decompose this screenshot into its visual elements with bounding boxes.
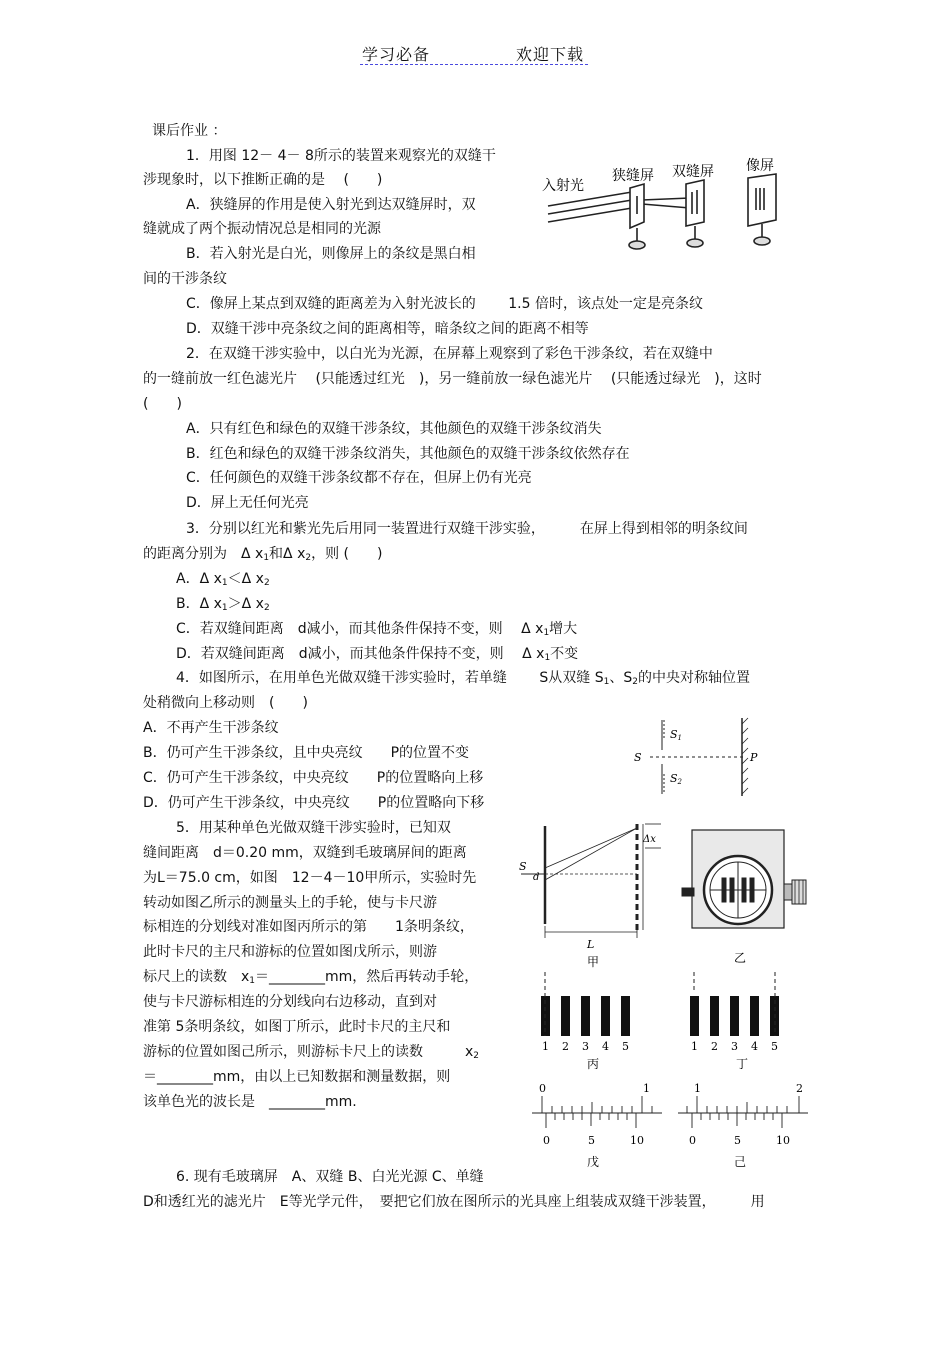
q5-ding-num-3: 3 [731, 1040, 738, 1053]
q5-ding-num-4: 4 [751, 1040, 758, 1053]
q1-option-a-line1: A．狭缝屏的作用是使入射光到达双缝屏时，双 [186, 197, 476, 213]
q5-bing-num-4: 4 [602, 1040, 609, 1053]
q5-bing-num-2: 2 [562, 1040, 569, 1053]
q4-label-s1: S1 [670, 728, 683, 742]
q1-label-incident: 入射光 [542, 178, 584, 194]
q5-bing-num-5: 5 [622, 1040, 629, 1053]
q5-ji-main-2: 2 [796, 1082, 803, 1095]
homework-title: 课后作业 ： [152, 123, 227, 139]
q2-stem-line1: 2．在双缝干涉实验中，以白光为光源，在屏幕上观察到了彩色干涉条纹，若在双缝中 [186, 346, 713, 362]
q1-label-slit-screen: 狭缝屏 [612, 168, 654, 184]
q5-line7: 标尺上的读数 $x_1=\_\_\_\_\_\_\_\_mm$，然后再转动手轮， [143, 969, 479, 986]
header-right: 欢迎下载 [516, 45, 585, 64]
q1-option-b-line2: 间的干涉条纹 [143, 271, 227, 287]
q3-option-c: C．若双缝间距离 d减小，而其他条件保持不变，则 Δ $x_1$增大 [176, 621, 578, 638]
q6-line1: 6. 现有毛玻璃屏 A、双缝 B、白光光源 C、单缝 [176, 1169, 484, 1185]
q5-label-d: d [533, 872, 540, 883]
q3-stem-line2: 的距离分别为 Δ $x_1$和Δ $x_2$，则 ( ) [143, 546, 383, 563]
q2-option-a: A．只有红色和绿色的双缝干涉条纹，其他颜色的双缝干涉条纹消失 [186, 421, 602, 437]
q1-stem-line2: 涉现象时，以下推断正确的是 ( ) [143, 172, 383, 188]
q5-bing-num-3: 3 [582, 1040, 589, 1053]
q5-wu-main-1: 1 [643, 1082, 650, 1095]
q4-label-s: S [634, 751, 642, 764]
q4-option-a: A．不再产生干涉条纹 [143, 720, 279, 736]
q5-ji-main-1: 1 [694, 1082, 701, 1095]
q5-label-l: L [587, 938, 595, 951]
q5-wu-vernier-5: 5 [588, 1134, 595, 1147]
q1-option-d: D．双缝干涉中亮条纹之间的距离相等，暗条纹之间的距离不相等 [186, 321, 589, 337]
q5-caption-ji: 己 [734, 1155, 747, 1169]
q5-line5: 标相连的分划线对准如图丙所示的第 1条明条纹， [143, 919, 474, 935]
q1-label-image-screen: 像屏 [746, 158, 774, 174]
q4-figure-double-slit [630, 716, 770, 800]
q4-label-p: P [750, 751, 758, 764]
q5-wu-vernier-10: 10 [630, 1134, 644, 1147]
q5-caption-bing: 丙 [587, 1057, 600, 1071]
q1-stem-line1: 1．用图 12－ 4－ 8所示的装置来观察光的双缝干 [186, 148, 496, 164]
q3-option-b: B．Δ $x_1>\Delta$ $x_2$ [176, 596, 270, 613]
q4-option-d: D．仍可产生干涉条纹，中央亮纹 P的位置略向下移 [143, 795, 485, 811]
q2-option-b: B．红色和绿色的双缝干涉条纹消失，其他颜色的双缝干涉条纹依然存在 [186, 446, 630, 462]
q3-option-a: A．Δ $x_1<\Delta$ $x_2$ [176, 571, 270, 588]
q4-option-b: B．仍可产生干涉条纹，且中央亮纹 P的位置不变 [143, 745, 470, 761]
header-underline [360, 64, 588, 65]
q5-line10: 游标的位置如图己所示，则游标卡尺上的读数 $x_2$ [143, 1044, 480, 1061]
q4-stem-line1: 4．如图所示，在用单色光做双缝干涉实验时，若单缝 S从双缝 $S_1$、$S_2$的中央对称轴位置 [176, 670, 750, 687]
q5-ji-vernier-10: 10 [776, 1134, 790, 1147]
q5-line4: 转动如图乙所示的测量头上的手轮，使与卡尺游 [143, 895, 437, 911]
q5-ji-vernier-5: 5 [734, 1134, 741, 1147]
q5-figure-ding [680, 972, 795, 1072]
q5-figure-bing [535, 972, 645, 1072]
q4-label-s2: S2 [670, 772, 683, 786]
q5-bing-num-1: 1 [542, 1040, 549, 1053]
q2-option-c: C．任何颜色的双缝干涉条纹都不存在，但屏上仍有光亮 [186, 470, 532, 486]
q5-line8: 使与卡尺游标相连的分划线向右边移动，直到对 [143, 994, 437, 1010]
q5-ding-num-2: 2 [711, 1040, 718, 1053]
q3-stem-line1: 3．分别以红光和紫光先后用同一装置进行双缝干涉实验， 在屏上得到相邻的明条纹间 [186, 521, 748, 537]
q2-option-d: D．屏上无任何光亮 [186, 495, 309, 511]
q1-option-a-line2: 缝就成了两个振动情况总是相同的光源 [143, 221, 381, 237]
q5-figure-wu [530, 1080, 665, 1172]
q5-figure-yi [680, 828, 810, 968]
q5-line3: 为L＝75.0 cm，如图 12－4－10甲所示，实验时先 [143, 870, 477, 886]
header-left: 学习必备 [362, 45, 431, 64]
q5-line12: 该单色光的波长是 ________mm. [143, 1094, 357, 1110]
q5-figure-ji [676, 1080, 811, 1172]
q5-line1: 5．用某种单色光做双缝干涉实验时，已知双 [176, 820, 451, 836]
q5-ding-num-1: 1 [691, 1040, 698, 1053]
q4-option-c: C．仍可产生干涉条纹，中央亮纹 P的位置略向上移 [143, 770, 484, 786]
q5-figure-jia [515, 820, 665, 968]
q5-line9: 准第 5条明条纹，如图丁所示，此时卡尺的主尺和 [143, 1019, 451, 1035]
q5-caption-jia: 甲 [587, 955, 600, 968]
q1-figure-apparatus [540, 150, 800, 255]
q3-option-d: D．若双缝间距离 d减小，而其他条件保持不变，则 Δ $x_1$不变 [176, 646, 579, 663]
q5-caption-ding: 丁 [736, 1057, 749, 1071]
q5-caption-yi: 乙 [734, 951, 747, 965]
q1-label-double-slit: 双缝屏 [672, 164, 714, 180]
q5-line6: 此时卡尺的主尺和游标的位置如图戊所示，则游 [143, 944, 437, 960]
q5-ding-num-5: 5 [771, 1040, 778, 1053]
q5-ji-vernier-0: 0 [689, 1134, 696, 1147]
q5-line2: 缝间距离 d＝0.20 mm，双缝到毛玻璃屏间的距离 [143, 845, 467, 861]
q2-stem-line2: 的一缝前放一红色滤光片 (只能透过红光 )，另一缝前放一绿色滤光片 (只能透过绿光 )，这时 [143, 371, 762, 387]
q5-wu-vernier-0: 0 [543, 1134, 550, 1147]
q5-label-s: S [519, 860, 527, 873]
q1-option-b-line1: B．若入射光是白光，则像屏上的条纹是黑白相 [186, 246, 476, 262]
q5-line11: ＝________mm，由以上已知数据和测量数据，则 [143, 1069, 451, 1085]
q5-wu-main-0: 0 [539, 1082, 546, 1095]
q2-stem-line3: ( ) [143, 396, 182, 412]
q5-caption-wu: 戊 [587, 1155, 600, 1169]
q5-label-dx: Δx [643, 834, 656, 845]
q6-line2: D和透红光的滤光片 E等光学元件， 要把它们放在图所示的光具座上组装成双缝干涉装置， 用 [143, 1194, 765, 1210]
q1-option-c: C．像屏上某点到双缝的距离差为入射光波长的 1.5 倍时，该点处一定是亮条纹 [186, 296, 703, 312]
q4-stem-line2: 处稍微向上移动则 ( ) [143, 695, 308, 711]
